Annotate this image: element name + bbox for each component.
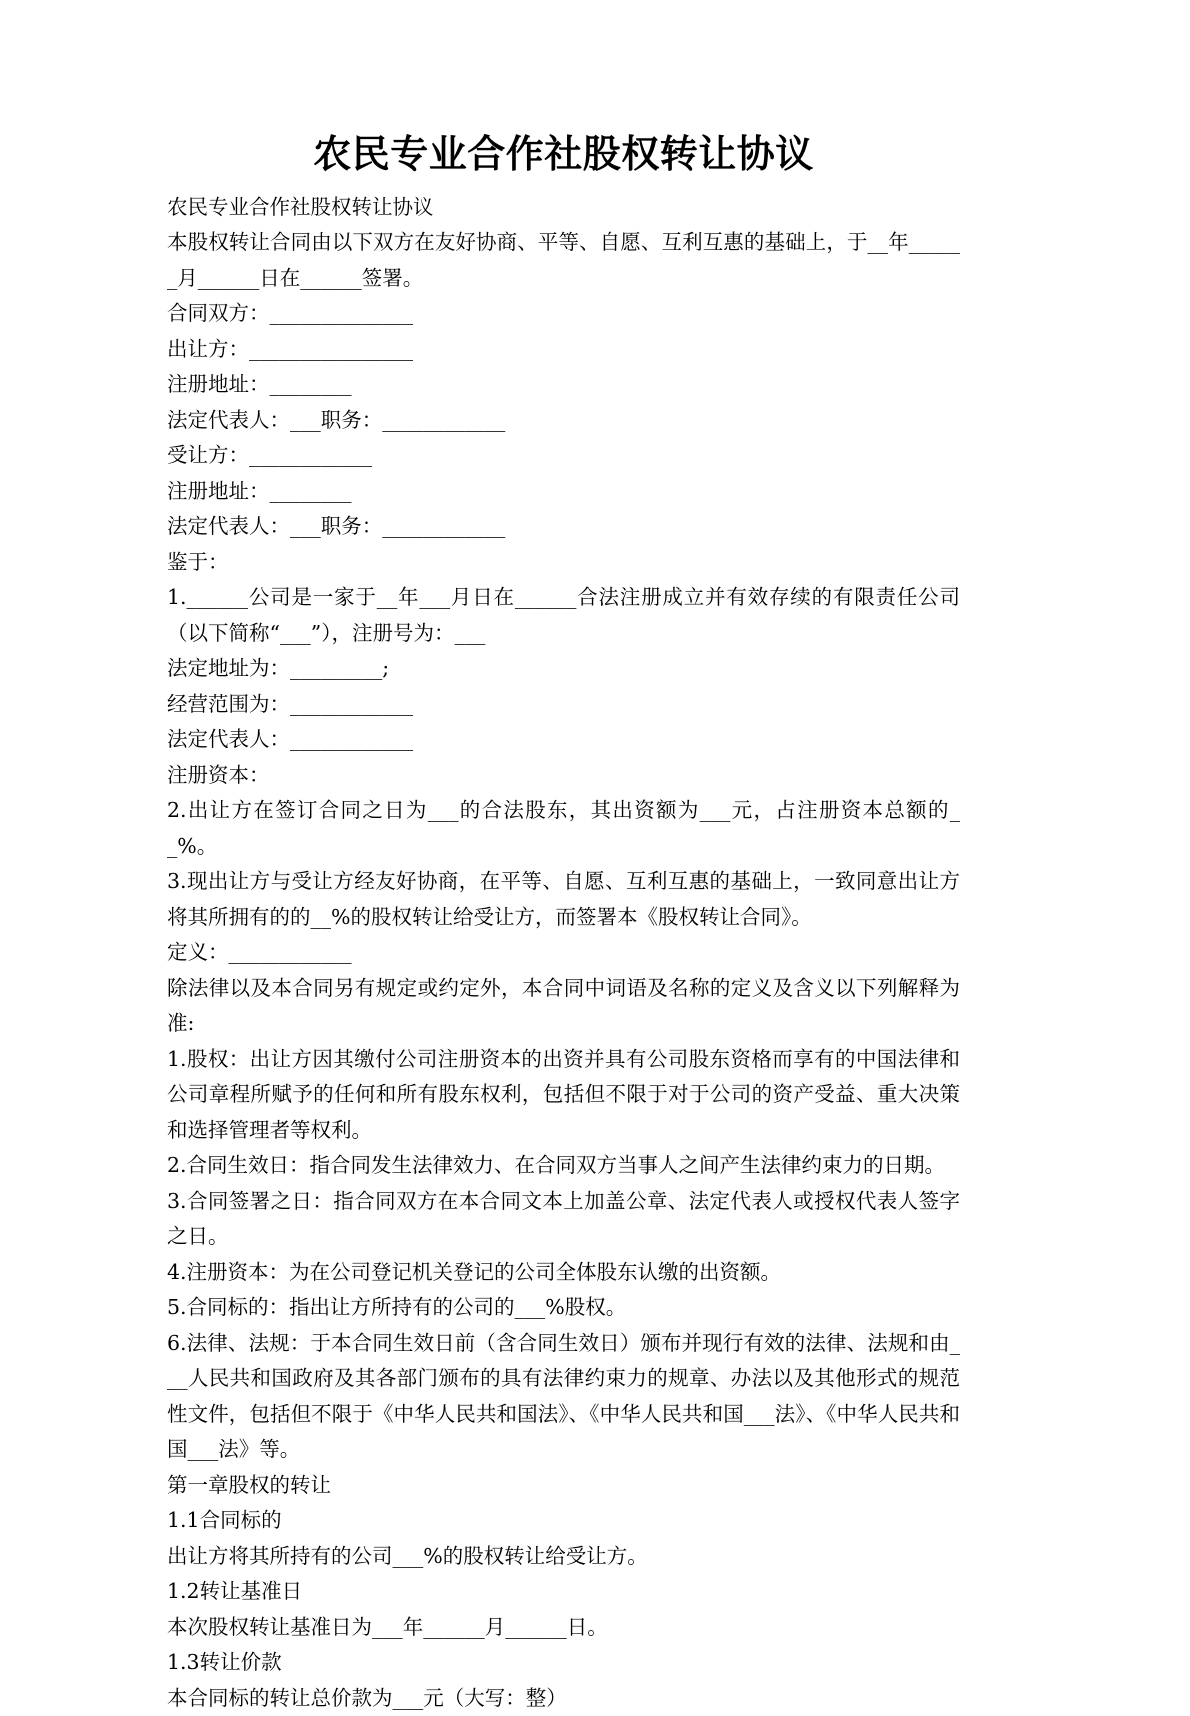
- paragraph: 4.注册资本：为在公司登记机关登记的公司全体股东认缴的出资额。: [167, 1255, 960, 1291]
- paragraph: 经营范围为：____________: [167, 687, 960, 723]
- paragraph: 2.合同生效日：指合同发生法律效力、在合同双方当事人之间产生法律约束力的日期。: [167, 1148, 960, 1184]
- paragraph: 5.合同标的：指出让方所持有的公司的___%股权。: [167, 1290, 960, 1326]
- paragraph: 本次股权转让基准日为___年______月______日。: [167, 1610, 960, 1646]
- paragraph: 出让方：________________: [167, 332, 960, 368]
- paragraph: 本股权转让合同由以下双方在友好协商、平等、自愿、互利互惠的基础上，于__年______月______日在______签署。: [167, 225, 960, 296]
- paragraph: 3.现出让方与受让方经友好协商，在平等、自愿、互利互惠的基础上，一致同意出让方将其所拥有的的__%的股权转让给受让方，而签署本《股权转让合同》。: [167, 864, 960, 935]
- paragraph: 2.出让方在签订合同之日为___的合法股东，其出资额为___元，占注册资本总额的__%。: [167, 793, 960, 864]
- paragraph: 注册地址：________: [167, 474, 960, 510]
- paragraph: 除法律以及本合同另有规定或约定外，本合同中词语及名称的定义及含义以下列解释为准:: [167, 971, 960, 1042]
- paragraph: 第一章股权的转让: [167, 1468, 960, 1504]
- page-title: 农民专业合作社股权转让协议: [167, 130, 960, 178]
- paragraph: 定义：____________: [167, 935, 960, 971]
- paragraph: 出让方将其所持有的公司___%的股权转让给受让方。: [167, 1539, 960, 1575]
- paragraph: 法定代表人：___职务：____________: [167, 509, 960, 545]
- paragraph: 法定地址为：_________;: [167, 651, 960, 687]
- paragraph: 1.股权：出让方因其缴付公司注册资本的出资并具有公司股东资格而享有的中国法律和公司章程所赋予的任何和所有股东权利，包括但不限于对于公司的资产受益、重大决策和选择管理者等权利。: [167, 1042, 960, 1149]
- paragraph: 1.1合同标的: [167, 1503, 960, 1539]
- paragraph: 鉴于：: [167, 545, 960, 581]
- paragraph: 1.2转让基准日: [167, 1574, 960, 1610]
- document-content: [167, 130, 960, 1716]
- paragraph: 本合同标的转让总价款为___元（大写：整）: [167, 1681, 960, 1716]
- paragraph: 法定代表人：___职务：____________: [167, 403, 960, 439]
- paragraph: 法定代表人：____________: [167, 722, 960, 758]
- paragraph: 农民专业合作社股权转让协议: [167, 190, 960, 226]
- paragraph: 1.3转让价款: [167, 1645, 960, 1681]
- paragraph: 受让方：____________: [167, 438, 960, 474]
- paragraph: 3.合同签署之日：指合同双方在本合同文本上加盖公章、法定代表人或授权代表人签字之日。: [167, 1184, 960, 1255]
- paragraph: 合同双方：______________: [167, 296, 960, 332]
- paragraph: 注册资本：: [167, 758, 960, 794]
- paragraph: 1.______公司是一家于__年___月日在______合法注册成立并有效存续的有限责任公司（以下简称“___”），注册号为：___: [167, 580, 960, 651]
- paragraph: 6.法律、法规：于本合同生效日前（含合同生效日）颁布并现行有效的法律、法规和由___人民共和国政府及其各部门颁布的具有法律约束力的规章、办法以及其他形式的规范性文件，包括但不限于《中华人民共和国法》、《中华人民共和国___法》、《中华人民共和国___法》等。: [167, 1326, 960, 1468]
- paragraph: 注册地址：________: [167, 367, 960, 403]
- document-body: [167, 190, 960, 1716]
